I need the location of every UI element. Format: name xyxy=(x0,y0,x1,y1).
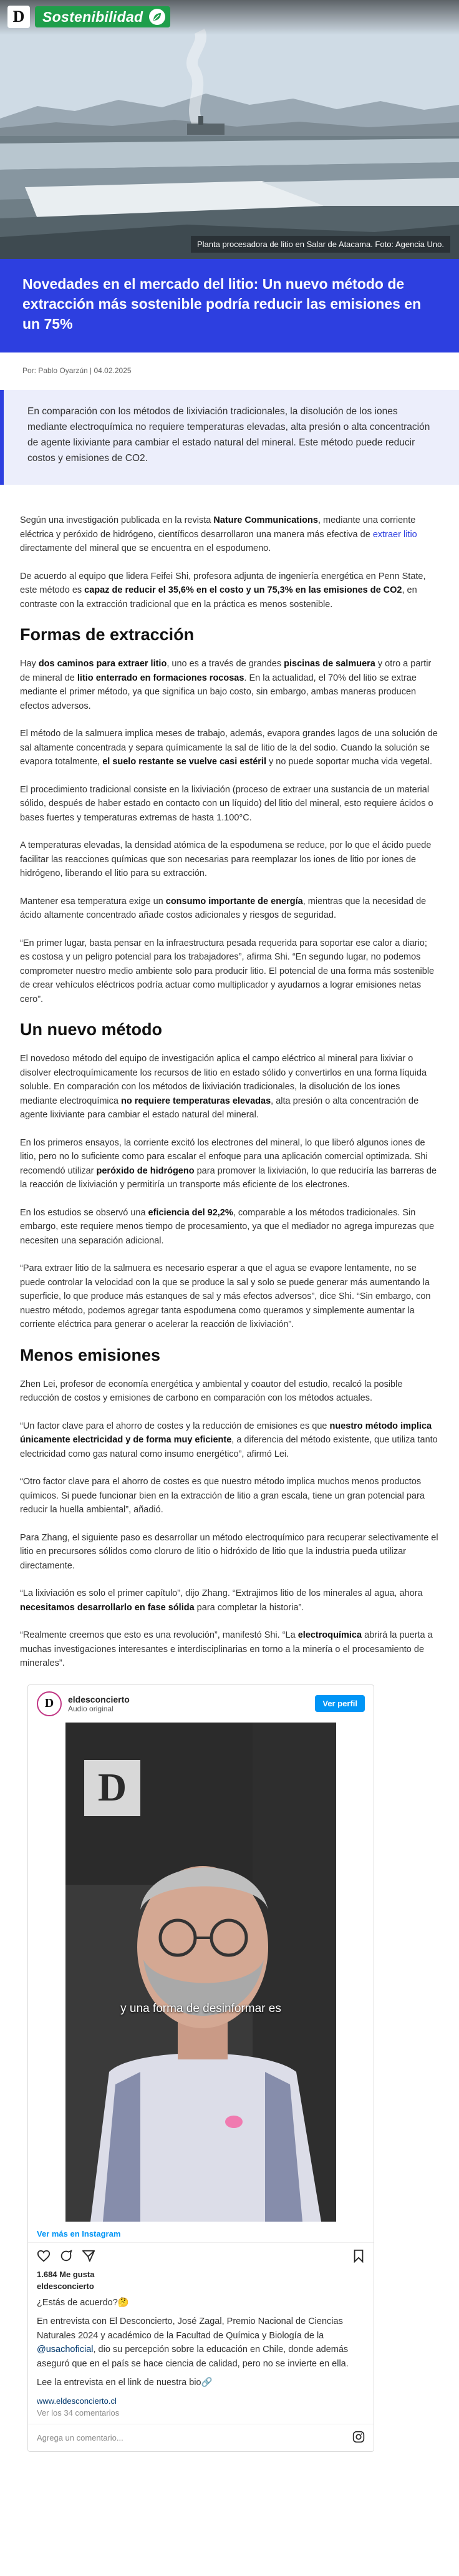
paragraph: El método de la salmuera implica meses de trabajo, además, evapora grandes lagos de una solución de sal altamente concentrada y separa químicamente la sal de litio de la del sodio. Cuando la solución se evapora totalmente, el suelo restante se vuelve casi estéril y no puede soportar mucha vida vegetal. xyxy=(20,729,438,767)
mention-link[interactable]: @usachoficial xyxy=(37,2345,94,2355)
comments-link[interactable]: Ver los 34 comentarios xyxy=(37,2408,120,2418)
paragraph: Según una investigación publicada en la revista Nature Communications, mediante una corriente eléctrica y peróxido de hidrógeno, científicos desarrollaron una manera más efectiva de extraer litio directamente del mineral que se encuentra en el espodumeno. xyxy=(20,515,417,553)
comment-icon[interactable] xyxy=(59,2249,73,2266)
bookmark-icon[interactable] xyxy=(352,2249,365,2266)
heading-formas: Formas de extracción xyxy=(20,625,195,644)
hero-image xyxy=(0,0,459,259)
paragraph: En los estudios se observó una eficiencia del 92,2%, comparable a los métodos tradicionales. Sin embargo, este requiere menos tiempo de procesamiento, ya que el mediador no agrega impurezas que necesiten una separación adicional. xyxy=(20,1207,435,1246)
ig-actions xyxy=(28,2243,374,2268)
section-tag[interactable] xyxy=(35,6,170,27)
leaf-icon xyxy=(149,9,165,25)
paragraph: Para Zhang, el siguiente paso es desarrollar un método electroquímico para recuperar selectivamente el litio en precursores sólidos como cloruro de litio o hidróxido de litio que la industria pueda utilizar directamente. xyxy=(20,1532,438,1571)
paragraph: En los primeros ensayos, la corriente excitó los electrones del mineral, lo que liberó algunos iones de litio, pero no lo suficiente como para escalar el enfoque para una aplicación comercial optimizada. Shi recomendó utilizar peróxido de hidrógeno para promover la lixiviación, lo que reduciría las barreras de la reacción de lixiviación y permitiría un transporte más eficiente de los electrones. xyxy=(20,1137,437,1190)
paragraph: “Para extraer litio de la salmuera es necesario esperar a que el agua se evapore lentamente, no se puede controlar la velocidad con la que se produce la sal y solo se puede generar más aumentando la superficie, lo que produce más estanques de sal y más efectos adversos”, dice Shi. “Sin embargo, con nuestro método, podemos agregar tanta espodumena como queramos y simplemente aumentar la corriente eléctrica para generar o acelerar la reacción de lixiviación”. xyxy=(20,1263,431,1329)
section-label: Sostenibilidad xyxy=(42,8,143,25)
like-count: 1.684 Me gusta xyxy=(37,2269,95,2279)
paragraph: “Realmente creemos que esto es una revolución”, manifestó Shi. “La electroquímica abrirá la puerta a muchas investigaciones interesantes e interdisciplinarias en torno a la minería o el procesamiento de minerales”. xyxy=(20,1630,433,1668)
article-lead: En comparación con los métodos de lixiviación tradicionales, la disolución de los iones mediante electroquímica no requiere temperaturas elevadas, alta presión o alta concentración de agente lixiviante para cambiar el estado natural del mineral. Este método puede reducir costos y emisiones de CO2. xyxy=(0,390,459,485)
paragraph: Hay dos caminos para extraer litio, uno es a través de grandes piscinas de salmuera y otro a partir de mineral de litio enterrado en formaciones rocosas. En la actualidad, el 70% del litio se extrae mediante el primer método, ya que significa un bajo costo, sin embargo, ambas maneras producen efectos adversos. xyxy=(20,659,432,711)
ig-header xyxy=(28,1685,374,1723)
instagram-embed xyxy=(27,1684,374,2452)
photo-caption: Planta procesadora de litio en Salar de Atacama. Foto: Agencia Uno. xyxy=(191,236,450,253)
paragraph: Mantener esa temperatura exige un consumo importante de energía, mientras que la necesidad de ácido altamente concentrado añade costos adicionales y riesgos de seguridad. xyxy=(20,896,427,920)
ig-username[interactable]: eldesconcierto xyxy=(68,1694,130,1704)
post-owner[interactable]: eldesconcierto xyxy=(37,2281,94,2291)
paragraph: De acuerdo al equipo que lidera Feifei Shi, profesora adjunta de ingeniería energética en Penn State, este método es capaz de reducir el 35,6% en el costo y un 75,3% en las emisiones de CO2, en contraste con la extracción tradicional que en la práctica es menos sostenible. xyxy=(20,571,426,610)
view-profile-button[interactable]: Ver perfil xyxy=(315,1695,365,1712)
paragraph: “Otro factor clave para el ahorro de costes es que nuestro método implica muchos menos productos químicos. Si puede funcionar bien en la extracción de litio a gran escala, tiene un gran potencial para reducir la huella ambiental”, añadió. xyxy=(20,1477,425,1515)
comment-bar xyxy=(28,2424,374,2451)
share-icon[interactable] xyxy=(82,2249,95,2266)
paragraph: “La lixiviación es solo el primer capítulo”, dijo Zhang. “Extrajimos litio de los minerales al agua, ahora necesitamos desarrollarlo en fase sólida para completar la historia”. xyxy=(20,1588,423,1613)
svg-text:D: D xyxy=(97,1764,127,1809)
heading-menos: Menos emisiones xyxy=(20,1345,161,1364)
article-body xyxy=(0,485,459,2452)
site-logo[interactable]: D xyxy=(7,6,30,28)
link-extraer-litio[interactable]: extraer litio xyxy=(372,529,417,540)
website-link[interactable]: www.eldesconcierto.cl xyxy=(37,2396,117,2406)
video-frame xyxy=(65,1723,336,2222)
salt-flat-photo xyxy=(0,0,459,259)
article-byline: Por: Pablo Oyarzún | 04.02.2025 xyxy=(22,366,132,375)
ig-audio[interactable]: Audio original xyxy=(68,1704,114,1713)
video-subtitle: y una forma de desinformar es xyxy=(120,2001,281,2015)
paragraph: “Un factor clave para el ahorro de costes y la reducción de emisiones es que nuestro método implica únicamente electricidad y de forma muy eficiente, a diferencia del método existente, que utiliza tanto electricidad como gas natural como insumo energético”, afirmó Lei. xyxy=(20,1421,438,1459)
comment-input[interactable]: Agrega un comentario... xyxy=(37,2433,123,2442)
title-band xyxy=(0,259,459,352)
paragraph: Zhen Lei, profesor de economía energética y ambiental y coautor del estudio, recalcó la posible reducción de costos y emisiones de carbono en comparación con los métodos actuales. xyxy=(20,1379,403,1403)
site-header xyxy=(0,0,459,35)
avatar[interactable]: D xyxy=(37,1691,62,1716)
ig-video[interactable] xyxy=(28,1723,374,2222)
video-still xyxy=(65,1723,336,2222)
view-more-link[interactable]: Ver más en Instagram xyxy=(28,2222,374,2243)
heading-nuevo: Un nuevo método xyxy=(20,1020,162,1039)
heart-icon[interactable] xyxy=(37,2249,51,2266)
paragraph: El procedimiento tradicional consiste en la lixiviación (proceso de extraer una sustancia de un material sólido, después de haber estado en contacto con un líquido) del litio del mineral, esto requiere ácidos o bases fuertes y temperaturas extremas de hasta 1.100°C. xyxy=(20,784,433,823)
post-caption: ¿Estás de acuerdo?🤔 En entrevista con El Desconcierto, José Zagal, Premio Nacional de Ciencias Naturales 2024 y académico de la Facultad de Química y Biología de la @usachoficial, dio su percepción sobre la educación en Chile, donde además aseguró que en el país se hace ciencia de calidad, pero no se invierte en ella. Lee la entrevista en el link de nuestra bio🔗 xyxy=(37,2297,349,2388)
instagram-icon[interactable] xyxy=(352,2431,365,2445)
paragraph: A temperaturas elevadas, la densidad atómica de la espodumena se reduce, por lo que el ácido puede facilitar las reacciones químicas que son necesarias para reemplazar los iones de litio por iones de hidrógeno, liberando el litio para su extracción. xyxy=(20,840,432,878)
article-title: Novedades en el mercado del litio: Un nuevo método de extracción más sostenible podría reducir las emisiones en un 75% xyxy=(22,276,422,332)
ig-user-info xyxy=(68,1694,130,1713)
paragraph: “En primer lugar, basta pensar en la infraestructura pesada requerida para soportar ese calor a diario; es costosa y un peligro potencial para los trabajadores”, afirma Shi. “En segundo lugar, no podemos comprometer nuestro medio ambiente solo para producir litio. El potencial de una forma más sostenible de crear vehículos eléctricos podría actuar como multiplicador y ayudarnos a lograr emisiones netas cero”. xyxy=(20,938,435,1004)
paragraph: El novedoso método del equipo de investigación aplica el campo eléctrico al mineral para lixiviar o disolver electroquímicamente los recursos de litio en estado sólido y convertirlos en una forma líquida soluble. En comparación con los métodos de lixiviación tradicionales, la disolución de los iones mediante electroquímica no requiere temperaturas elevadas, alta presión o alta concentración de agente lixiviante para cambiar el estado natural del mineral. xyxy=(20,1054,427,1120)
